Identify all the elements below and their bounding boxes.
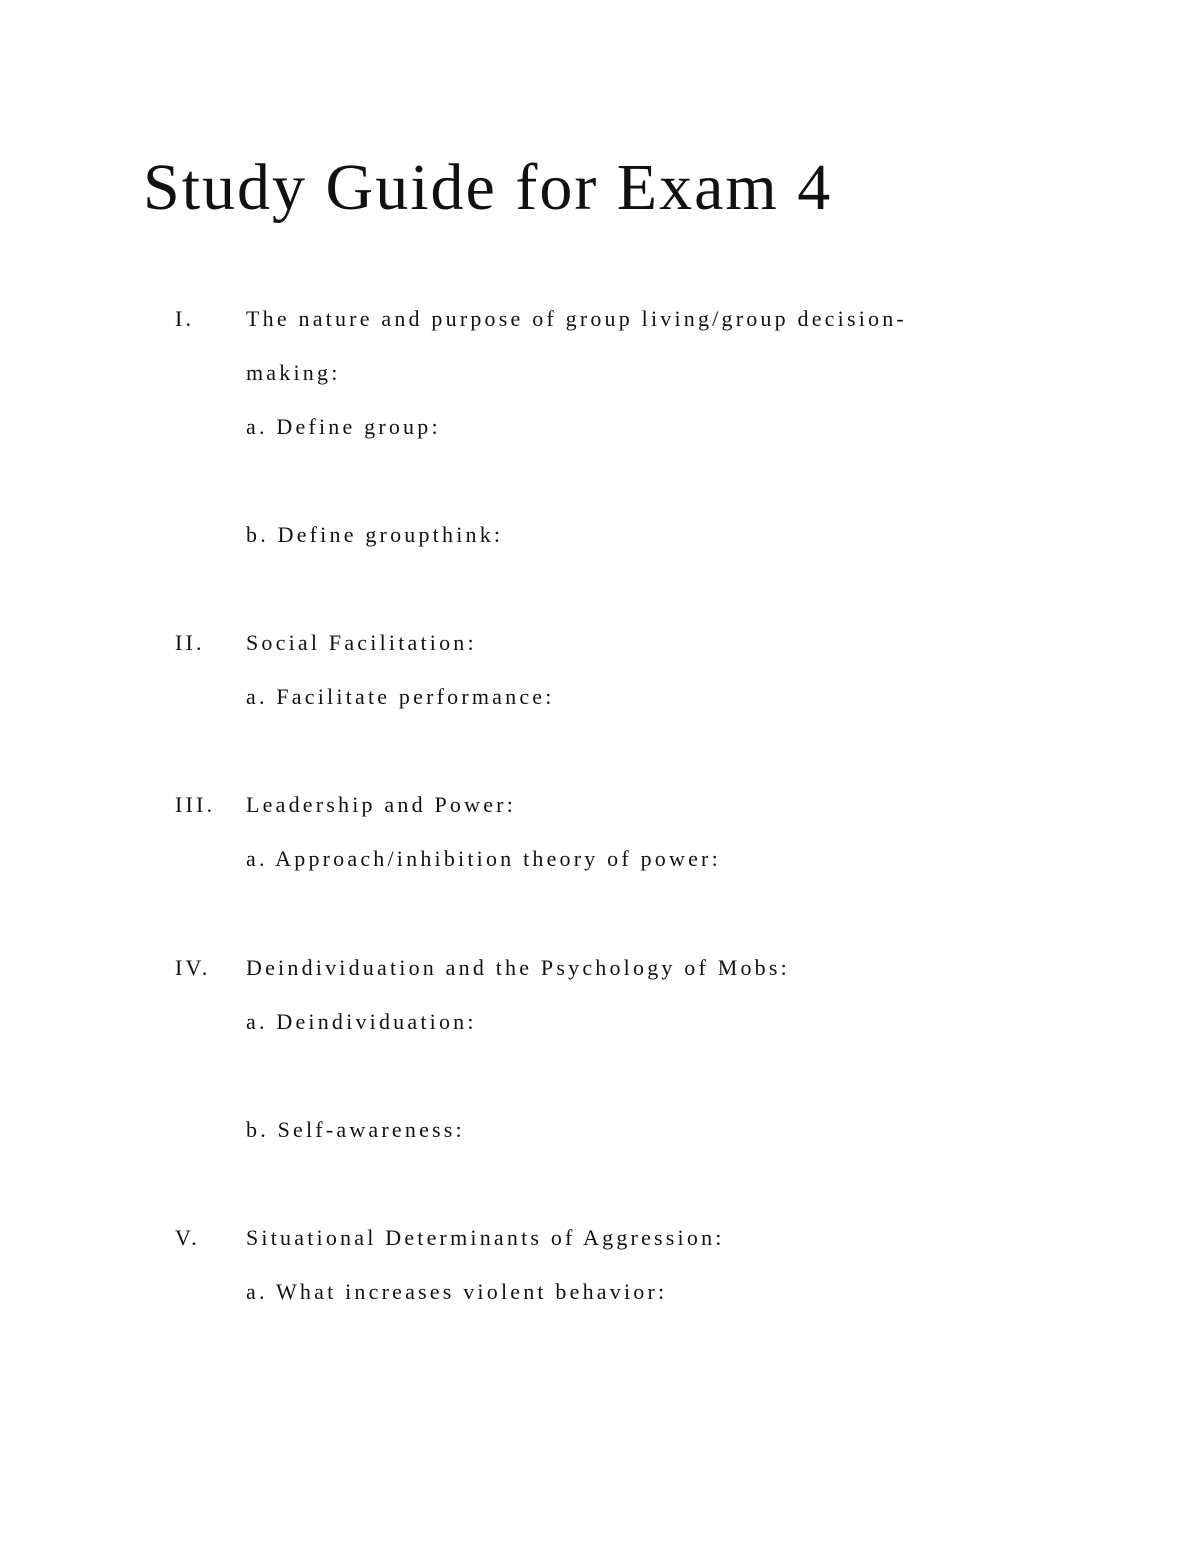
list-item-approach-inhibition: a. Approach/inhibition theory of power: [246,846,721,871]
section-numeral-iv: IV. [175,955,211,980]
section-heading-iv: Deindividuation and the Psychology of Mobs: [246,955,790,980]
list-item-deindividuation: a. Deindividuation: [246,1009,477,1034]
section-heading-iii: Leadership and Power: [246,792,517,817]
section-numeral-ii: II. [175,630,205,655]
section-numeral-iii: III. [175,792,216,817]
section-heading-i-line1: The nature and purpose of group living/group decision- [246,306,907,331]
section-heading-v: Situational Determinants of Aggression: [246,1225,725,1250]
list-item-violent-behavior: a. What increases violent behavior: [246,1279,668,1304]
list-item-self-awareness: b. Self-awareness: [246,1117,465,1142]
page-title: Study Guide for Exam 4 [143,151,833,224]
section-heading-ii: Social Facilitation: [246,630,477,655]
list-item-define-groupthink: b. Define groupthink: [246,522,504,547]
section-numeral-i: I. [175,306,195,331]
list-item-facilitate-performance: a. Facilitate performance: [246,684,555,709]
section-numeral-v: V. [175,1225,200,1250]
section-heading-i-line2: making: [246,360,341,385]
list-item-define-group: a. Define group: [246,414,441,439]
